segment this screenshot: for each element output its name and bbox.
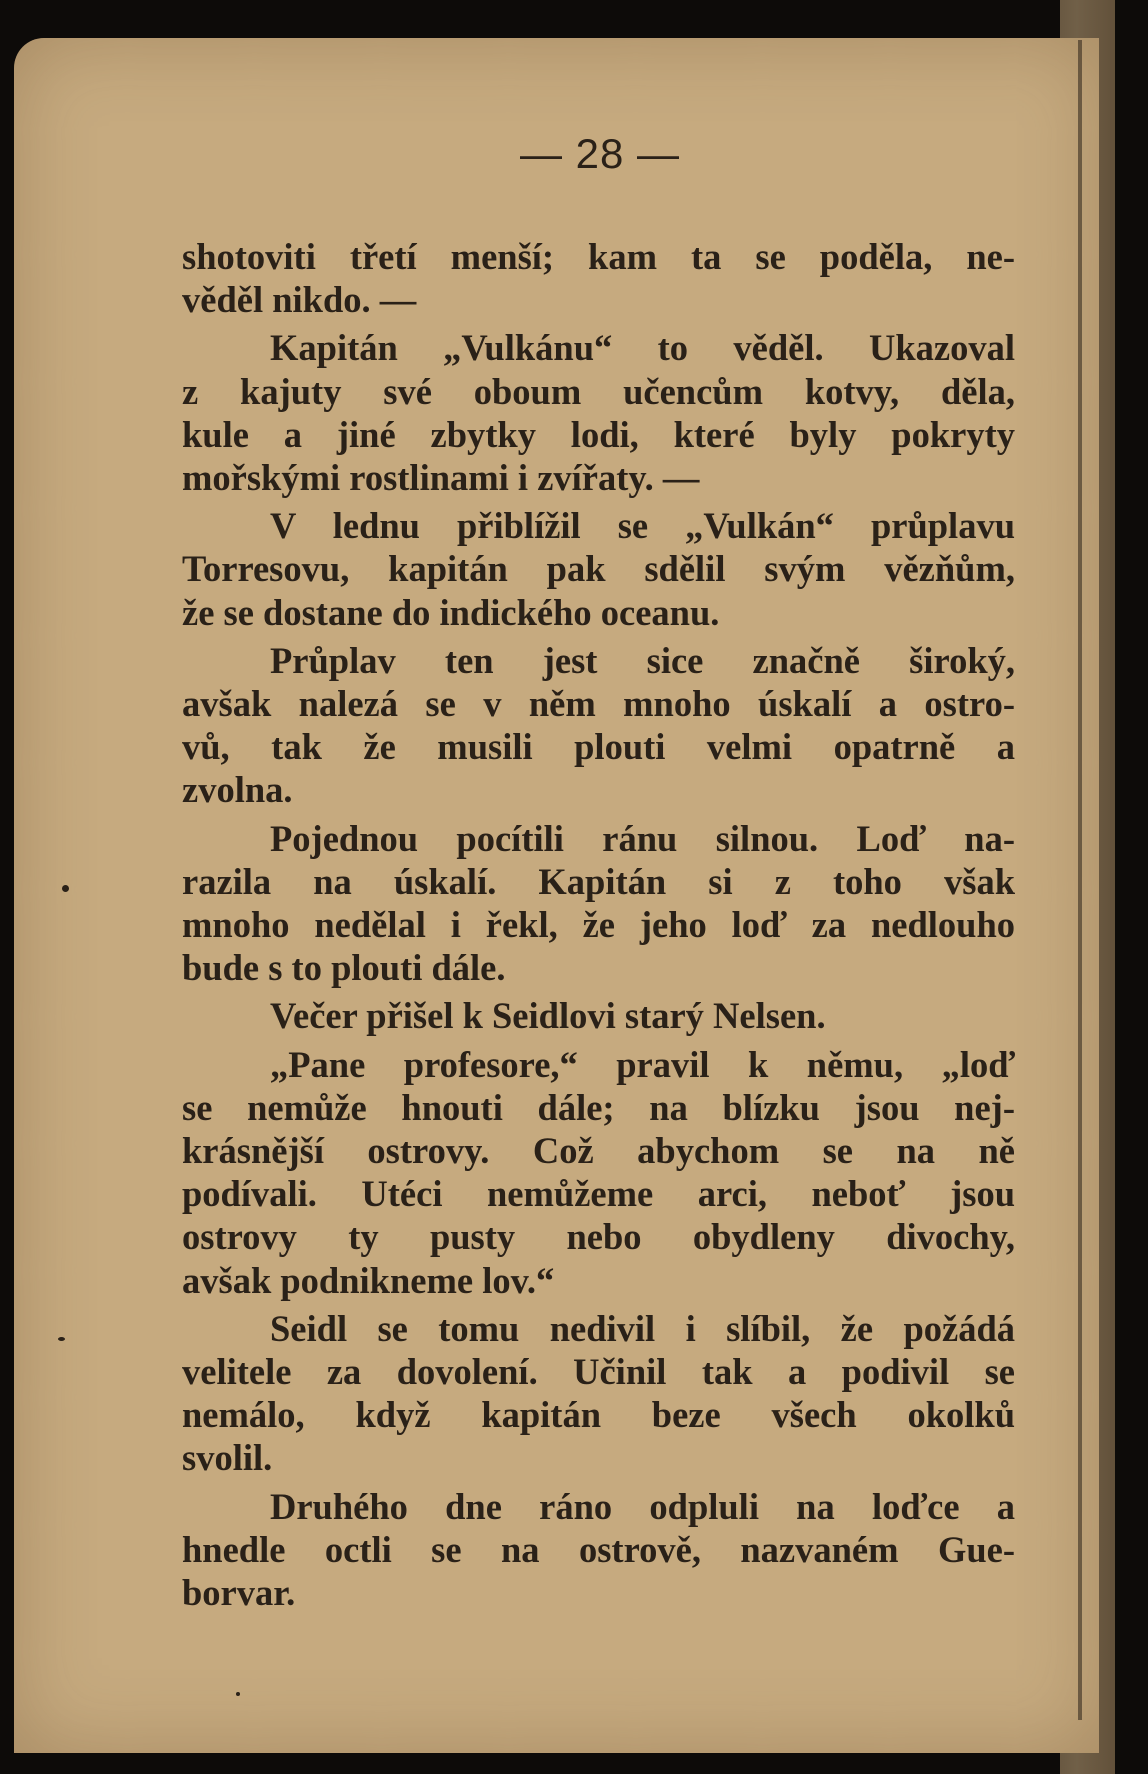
text-line: velitele za dovolení. Učinil tak a podivil se <box>182 1351 1015 1393</box>
text-line: svolil. <box>182 1437 273 1479</box>
text-line: razila na úskalí. Kapitán si z toho však <box>182 860 1015 902</box>
text-line: borvar. <box>182 1572 296 1614</box>
text-line: krásnější ostrovy. Což abychom se na ně <box>182 1130 1015 1172</box>
text-line: Seidl se tomu nedivil i slíbil, že požádá <box>270 1307 1015 1349</box>
text-line: podívali. Utéci nemůžeme arci, neboť jsou <box>182 1173 1015 1215</box>
paper-speck <box>236 1692 240 1696</box>
text-line: ostrovy ty pusty nebo obydleny divochy, <box>182 1216 1015 1258</box>
paper-speck <box>62 885 69 892</box>
text-line: V lednu přiblížil se „Vulkán“ průplavu <box>270 505 1015 547</box>
text-line: vů, tak že musili plouti velmi opatrně a <box>182 726 1015 768</box>
text-line: mořskými rostlinami i zvířaty. — <box>182 457 700 499</box>
text-line: Pojednou pocítili ránu silnou. Loď na- <box>270 817 1015 859</box>
text-line: kule a jiné zbytky lodi, které byly pokryty <box>182 413 1015 455</box>
text-line: věděl nikdo. — <box>182 279 417 321</box>
text-line: Večer přišel k Seidlovi starý Nelsen. <box>270 995 826 1037</box>
text-line: „Pane profesore,“ pravil k němu, „loď <box>270 1043 1015 1085</box>
text-line: Průplav ten jest sice značně široký, <box>270 639 1015 681</box>
text-line: Kapitán „Vulkánu“ to věděl. Ukazoval <box>270 327 1015 369</box>
text-line: Druhého dne ráno odpluli na loďce a <box>270 1485 1015 1527</box>
paper-speck <box>58 1337 65 1341</box>
text-line: hnedle octli se na ostrově, nazvaném Gue- <box>182 1528 1015 1570</box>
text-line: z kajuty své oboum učencům kotvy, děla, <box>182 370 1015 412</box>
text-line: bude s to plouti dále. <box>182 947 506 989</box>
text-line: zvolna. <box>182 769 293 811</box>
page-body-text <box>182 235 1015 1614</box>
gutter-shadow <box>1078 40 1082 1720</box>
text-line: mnoho nedělal i řekl, že jeho loď za nedlouho <box>182 904 1015 946</box>
text-line: že se dostane do indického oceanu. <box>182 591 720 633</box>
text-line: nemálo, když kapitán beze všech okolků <box>182 1394 1015 1436</box>
text-line: Torresovu, kapitán pak sdělil svým vězňům, <box>182 548 1015 590</box>
text-line: se nemůže hnouti dále; na blízku jsou nej- <box>182 1086 1015 1128</box>
text-line: avšak nalezá se v něm mnoho úskalí a ostro- <box>182 683 1015 725</box>
text-line: shotoviti třetí menší; kam ta se poděla, ne- <box>182 236 1015 277</box>
page-number: — 28 — <box>519 130 681 177</box>
text-line: avšak podnikneme lov.“ <box>182 1259 555 1301</box>
